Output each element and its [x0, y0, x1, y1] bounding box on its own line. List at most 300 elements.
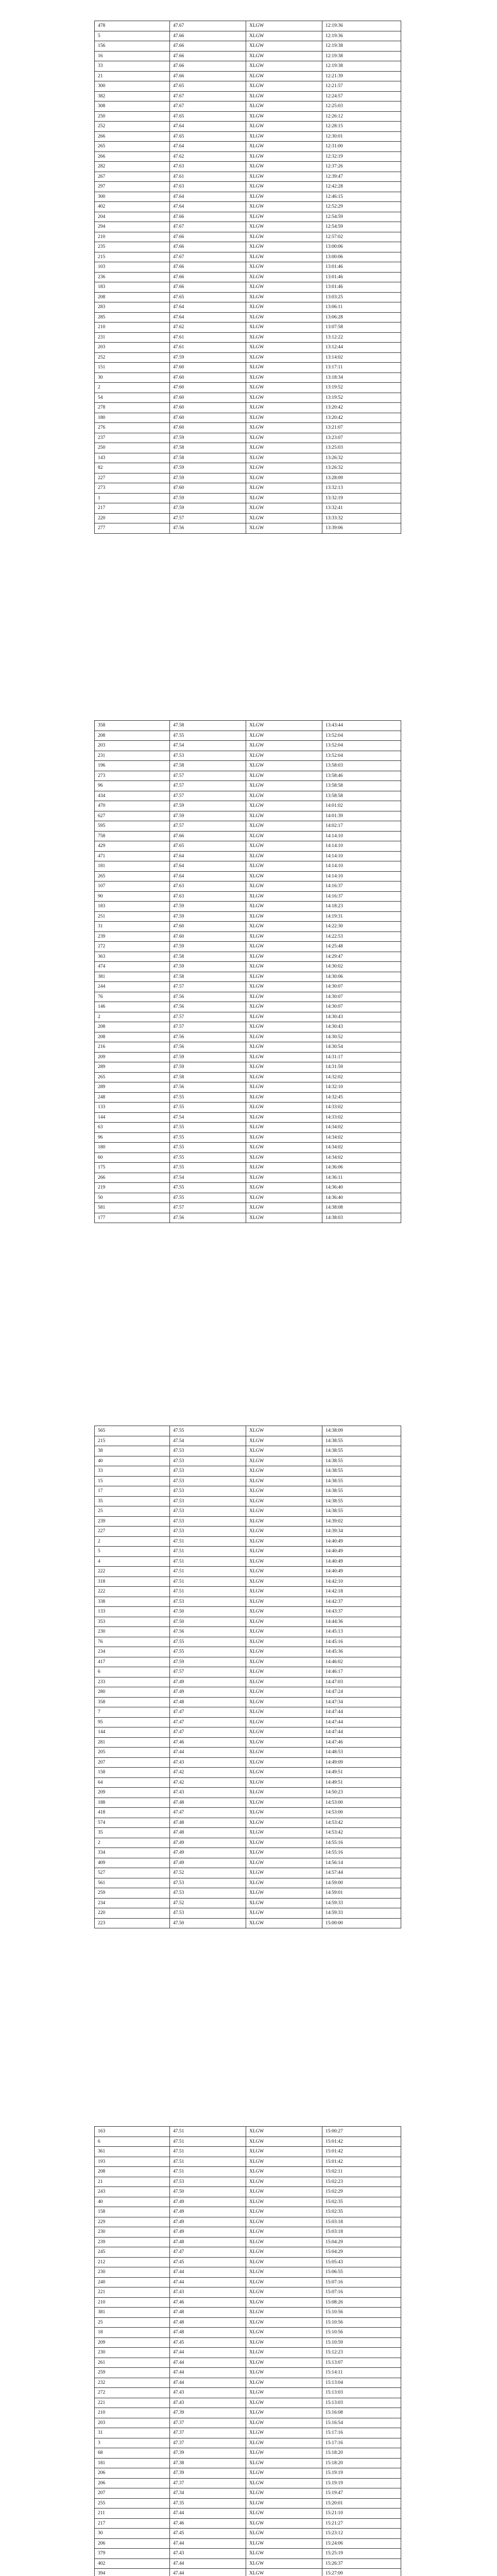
venue-cell: XLGW	[246, 1032, 322, 1042]
volume-cell: 6	[95, 2137, 170, 2147]
table-row	[95, 2408, 401, 2418]
price-cell: 47.48	[170, 1818, 246, 1828]
time-cell: 14:38:08	[322, 1203, 401, 1213]
table-row	[95, 463, 401, 473]
volume-cell: 280	[95, 1687, 170, 1698]
volume-cell: 18	[95, 2328, 170, 2338]
venue-cell: XLGW	[246, 372, 322, 383]
venue-cell: XLGW	[246, 1737, 322, 1748]
time-cell: 14:30:02	[322, 962, 401, 972]
table-row	[95, 493, 401, 503]
table-row	[95, 1717, 401, 1727]
venue-cell: XLGW	[246, 1908, 322, 1919]
table-row	[95, 1818, 401, 1828]
time-cell: 13:43:44	[322, 721, 401, 731]
volume-cell: 230	[95, 2227, 170, 2238]
table-row	[95, 1496, 401, 1506]
table-row	[95, 2157, 401, 2167]
venue-cell: XLGW	[246, 1547, 322, 1557]
volume-cell: 2	[95, 1012, 170, 1022]
volume-cell: 209	[95, 2337, 170, 2348]
venue-cell: XLGW	[246, 292, 322, 302]
venue-cell: XLGW	[246, 483, 322, 494]
volume-cell: 33	[95, 1466, 170, 1477]
volume-cell: 381	[95, 972, 170, 982]
venue-cell: XLGW	[246, 911, 322, 922]
time-cell: 13:01:46	[322, 282, 401, 293]
venue-cell: XLGW	[246, 731, 322, 741]
time-cell: 14:40:49	[322, 1547, 401, 1557]
volume-cell: 2	[95, 1838, 170, 1848]
volume-cell: 272	[95, 942, 170, 952]
table-row	[95, 2529, 401, 2539]
volume-cell: 252	[95, 122, 170, 132]
volume-cell: 210	[95, 232, 170, 242]
volume-cell: 175	[95, 1163, 170, 1173]
price-cell: 47.55	[170, 1132, 246, 1143]
volume-cell: 353	[95, 1617, 170, 1627]
table-row	[95, 1536, 401, 1547]
table-row	[95, 1567, 401, 1577]
time-cell: 15:27:00	[322, 2569, 401, 2576]
price-cell: 47.53	[170, 1597, 246, 1607]
volume-cell: 255	[95, 2498, 170, 2509]
time-cell: 15:00:27	[322, 2127, 401, 2137]
time-cell: 12:19:38	[322, 61, 401, 72]
volume-cell: 30	[95, 2529, 170, 2539]
time-cell: 13:33:32	[322, 513, 401, 523]
time-cell: 13:39:06	[322, 523, 401, 534]
time-cell: 14:33:02	[322, 1112, 401, 1123]
time-cell: 15:12:23	[322, 2348, 401, 2358]
time-cell: 14:36:11	[322, 1173, 401, 1183]
time-cell: 14:32:02	[322, 1072, 401, 1082]
venue-cell: XLGW	[246, 2337, 322, 2348]
price-cell: 47.60	[170, 931, 246, 942]
venue-cell: XLGW	[246, 423, 322, 433]
time-cell: 14:30:43	[322, 1012, 401, 1022]
time-cell: 14:47:44	[322, 1707, 401, 1718]
price-cell: 47.58	[170, 721, 246, 731]
table-row	[95, 2368, 401, 2378]
volume-cell: 227	[95, 1527, 170, 1537]
volume-cell: 417	[95, 1657, 170, 1667]
price-cell: 47.42	[170, 1768, 246, 1778]
venue-cell: XLGW	[246, 972, 322, 982]
venue-cell: XLGW	[246, 1888, 322, 1899]
venue-cell: XLGW	[246, 1607, 322, 1617]
table-row	[95, 1112, 401, 1123]
volume-cell: 402	[95, 2558, 170, 2569]
price-cell: 47.46	[170, 2518, 246, 2529]
volume-cell: 203	[95, 343, 170, 353]
volume-cell: 146	[95, 1002, 170, 1012]
venue-cell: XLGW	[246, 1426, 322, 1436]
price-cell: 47.55	[170, 1153, 246, 1163]
venue-cell: XLGW	[246, 393, 322, 403]
time-cell: 13:20:42	[322, 413, 401, 423]
time-cell: 15:16:08	[322, 2408, 401, 2418]
price-cell: 47.44	[170, 1748, 246, 1758]
venue-cell: XLGW	[246, 2157, 322, 2167]
venue-cell: XLGW	[246, 1677, 322, 1687]
volume-cell: 418	[95, 1808, 170, 1818]
venue-cell: XLGW	[246, 1082, 322, 1093]
volume-cell: 25	[95, 2317, 170, 2328]
venue-cell: XLGW	[246, 252, 322, 262]
price-cell: 47.66	[170, 262, 246, 273]
price-cell: 47.67	[170, 252, 246, 262]
price-cell: 47.51	[170, 1556, 246, 1567]
venue-cell: XLGW	[246, 841, 322, 852]
price-cell: 47.37	[170, 2438, 246, 2448]
volume-cell: 236	[95, 272, 170, 282]
table-row	[95, 71, 401, 81]
venue-cell: XLGW	[246, 1717, 322, 1727]
volume-cell: 7	[95, 1707, 170, 1718]
volume-cell: 222	[95, 1587, 170, 1597]
time-cell: 14:49:51	[322, 1777, 401, 1788]
price-cell: 47.67	[170, 91, 246, 101]
table-row	[95, 523, 401, 534]
volume-cell: 239	[95, 1516, 170, 1527]
time-cell: 13:07:58	[322, 323, 401, 333]
volume-cell: 265	[95, 871, 170, 882]
table-row	[95, 51, 401, 61]
price-cell: 47.59	[170, 503, 246, 514]
volume-cell: 409	[95, 1858, 170, 1868]
table-row	[95, 871, 401, 882]
price-cell: 47.48	[170, 2308, 246, 2318]
venue-cell: XLGW	[246, 2378, 322, 2388]
volume-cell: 237	[95, 433, 170, 443]
table-row	[95, 513, 401, 523]
table-row	[95, 31, 401, 41]
venue-cell: XLGW	[246, 182, 322, 192]
table-row	[95, 292, 401, 302]
venue-cell: XLGW	[246, 1183, 322, 1193]
time-cell: 14:30:54	[322, 1042, 401, 1053]
table-row	[95, 1193, 401, 1203]
table-row	[95, 262, 401, 273]
table-row	[95, 222, 401, 232]
time-cell: 13:00:06	[322, 242, 401, 252]
time-cell: 12:21:57	[322, 81, 401, 92]
venue-cell: XLGW	[246, 122, 322, 132]
venue-cell: XLGW	[246, 302, 322, 313]
venue-cell: XLGW	[246, 1918, 322, 1928]
table-row	[95, 81, 401, 92]
price-cell: 47.63	[170, 891, 246, 902]
venue-cell: XLGW	[246, 212, 322, 222]
price-cell: 47.63	[170, 882, 246, 892]
volume-cell: 434	[95, 791, 170, 801]
time-cell: 14:40:49	[322, 1567, 401, 1577]
table-row	[95, 483, 401, 494]
table-row	[95, 1426, 401, 1436]
venue-cell: XLGW	[246, 1132, 322, 1143]
table-row	[95, 2308, 401, 2318]
table-row	[95, 962, 401, 972]
venue-cell: XLGW	[246, 1042, 322, 1053]
table-row	[95, 503, 401, 514]
volume-cell: 245	[95, 2247, 170, 2258]
table-row	[95, 2137, 401, 2147]
table-row	[95, 1848, 401, 1858]
volume-cell: 205	[95, 1748, 170, 1758]
time-cell: 14:39:34	[322, 1527, 401, 1537]
price-cell: 47.58	[170, 453, 246, 463]
table-row	[95, 2458, 401, 2468]
price-cell: 47.53	[170, 751, 246, 761]
time-cell: 14:14:10	[322, 871, 401, 882]
table-row	[95, 1516, 401, 1527]
time-cell: 15:07:16	[322, 2277, 401, 2287]
price-cell: 47.62	[170, 323, 246, 333]
volume-cell: 565	[95, 1426, 170, 1436]
table-row	[95, 1647, 401, 1657]
price-cell: 47.44	[170, 2558, 246, 2569]
time-cell: 15:02:35	[322, 2197, 401, 2207]
price-cell: 47.67	[170, 222, 246, 232]
venue-cell: XLGW	[246, 1516, 322, 1527]
volume-cell: 234	[95, 1647, 170, 1657]
price-cell: 47.52	[170, 1868, 246, 1878]
venue-cell: XLGW	[246, 473, 322, 483]
volume-cell: 402	[95, 202, 170, 212]
venue-cell: XLGW	[246, 751, 322, 761]
price-cell: 47.64	[170, 192, 246, 202]
price-cell: 47.50	[170, 1607, 246, 1617]
volume-cell: 210	[95, 323, 170, 333]
time-cell: 15:18:20	[322, 2448, 401, 2459]
venue-cell: XLGW	[246, 1848, 322, 1858]
volume-cell: 273	[95, 483, 170, 494]
price-cell: 47.63	[170, 162, 246, 172]
time-cell: 15:13:03	[322, 2388, 401, 2398]
time-cell: 13:12:22	[322, 332, 401, 343]
table-row	[95, 2398, 401, 2408]
price-cell: 47.44	[170, 2569, 246, 2576]
venue-cell: XLGW	[246, 262, 322, 273]
table-row	[95, 2518, 401, 2529]
table-row	[95, 282, 401, 293]
price-cell: 47.61	[170, 343, 246, 353]
venue-cell: XLGW	[246, 272, 322, 282]
time-cell: 15:10:56	[322, 2308, 401, 2318]
venue-cell: XLGW	[246, 101, 322, 112]
volume-cell: 76	[95, 1637, 170, 1647]
volume-cell: 203	[95, 2418, 170, 2428]
venue-cell: XLGW	[246, 2287, 322, 2298]
time-cell: 14:29:47	[322, 952, 401, 962]
time-cell: 12:25:03	[322, 101, 401, 112]
table-row	[95, 791, 401, 801]
price-cell: 47.63	[170, 182, 246, 192]
table-row	[95, 1577, 401, 1587]
volume-cell: 251	[95, 911, 170, 922]
volume-cell: 266	[95, 151, 170, 162]
time-cell: 14:56:14	[322, 1858, 401, 1868]
venue-cell: XLGW	[246, 1788, 322, 1798]
table-row	[95, 1918, 401, 1928]
venue-cell: XLGW	[246, 781, 322, 791]
volume-cell: 474	[95, 962, 170, 972]
table-row	[95, 1123, 401, 1133]
table-row	[95, 1092, 401, 1103]
price-cell: 47.54	[170, 741, 246, 751]
time-cell: 15:02:23	[322, 2177, 401, 2187]
venue-cell: XLGW	[246, 503, 322, 514]
price-cell: 47.66	[170, 61, 246, 72]
price-cell: 47.53	[170, 1486, 246, 1497]
venue-cell: XLGW	[246, 1002, 322, 1012]
volume-cell: 289	[95, 1062, 170, 1073]
venue-cell: XLGW	[246, 413, 322, 423]
time-cell: 13:32:41	[322, 503, 401, 514]
venue-cell: XLGW	[246, 2478, 322, 2488]
volume-cell: 208	[95, 731, 170, 741]
price-cell: 47.59	[170, 433, 246, 443]
price-cell: 47.57	[170, 1667, 246, 1677]
volume-cell: 334	[95, 1848, 170, 1858]
table-row	[95, 2247, 401, 2258]
price-cell: 47.44	[170, 2267, 246, 2278]
time-cell: 15:19:19	[322, 2468, 401, 2479]
table-row	[95, 751, 401, 761]
table-row	[95, 1788, 401, 1798]
volume-cell: 210	[95, 2408, 170, 2418]
venue-cell: XLGW	[246, 453, 322, 463]
volume-cell: 82	[95, 463, 170, 473]
price-cell: 47.59	[170, 493, 246, 503]
price-cell: 47.64	[170, 302, 246, 313]
table-row	[95, 2227, 401, 2238]
volume-cell: 31	[95, 922, 170, 932]
volume-cell: 30	[95, 372, 170, 383]
venue-cell: XLGW	[246, 383, 322, 393]
time-cell: 14:46:02	[322, 1657, 401, 1667]
table-row	[95, 2237, 401, 2247]
price-cell: 47.64	[170, 142, 246, 152]
price-cell: 47.57	[170, 513, 246, 523]
table-row	[95, 182, 401, 192]
table-row	[95, 343, 401, 353]
venue-cell: XLGW	[246, 1456, 322, 1466]
venue-cell: XLGW	[246, 1527, 322, 1537]
price-cell: 47.53	[170, 1496, 246, 1506]
price-cell: 47.57	[170, 982, 246, 992]
price-cell: 47.49	[170, 2207, 246, 2217]
table-row	[95, 992, 401, 1002]
price-cell: 47.52	[170, 1898, 246, 1908]
price-cell: 47.60	[170, 483, 246, 494]
volume-cell: 17	[95, 1486, 170, 1497]
venue-cell: XLGW	[246, 2408, 322, 2418]
price-cell: 47.55	[170, 731, 246, 741]
price-cell: 47.44	[170, 2348, 246, 2358]
venue-cell: XLGW	[246, 992, 322, 1002]
price-cell: 47.58	[170, 972, 246, 982]
table-row	[95, 433, 401, 443]
volume-cell: 222	[95, 1567, 170, 1577]
table-row	[95, 1556, 401, 1567]
venue-cell: XLGW	[246, 962, 322, 972]
volume-cell: 158	[95, 2207, 170, 2217]
volume-cell: 209	[95, 1788, 170, 1798]
time-cell: 14:34:02	[322, 1153, 401, 1163]
volume-cell: 206	[95, 2538, 170, 2549]
price-cell: 47.50	[170, 1617, 246, 1627]
venue-cell: XLGW	[246, 1808, 322, 1818]
time-cell: 14:40:49	[322, 1556, 401, 1567]
volume-cell: 595	[95, 821, 170, 832]
table-row	[95, 811, 401, 821]
table-row	[95, 2207, 401, 2217]
venue-cell: XLGW	[246, 861, 322, 872]
volume-cell: 308	[95, 101, 170, 112]
time-cell: 15:20:01	[322, 2498, 401, 2509]
time-cell: 14:42:10	[322, 1577, 401, 1587]
table-row	[95, 1828, 401, 1838]
price-cell: 47.61	[170, 172, 246, 182]
price-cell: 47.55	[170, 1092, 246, 1103]
time-cell: 15:17:16	[322, 2438, 401, 2448]
volume-cell: 300	[95, 192, 170, 202]
table-row	[95, 741, 401, 751]
venue-cell: XLGW	[246, 771, 322, 781]
volume-cell: 581	[95, 1203, 170, 1213]
volume-cell: 21	[95, 71, 170, 81]
table-row	[95, 2418, 401, 2428]
time-cell: 12:30:01	[322, 131, 401, 142]
volume-cell: 231	[95, 332, 170, 343]
time-cell: 14:45:36	[322, 1647, 401, 1657]
price-cell: 47.57	[170, 1012, 246, 1022]
venue-cell: XLGW	[246, 2127, 322, 2137]
price-cell: 47.47	[170, 2247, 246, 2258]
volume-cell: 210	[95, 2297, 170, 2308]
time-cell: 14:55:16	[322, 1838, 401, 1848]
venue-cell: XLGW	[246, 1798, 322, 1808]
price-cell: 47.55	[170, 1193, 246, 1203]
venue-cell: XLGW	[246, 1868, 322, 1878]
time-cell: 14:53:00	[322, 1808, 401, 1818]
time-cell: 14:14:10	[322, 851, 401, 861]
volume-cell: 363	[95, 952, 170, 962]
table-row	[95, 272, 401, 282]
price-cell: 47.57	[170, 791, 246, 801]
time-cell: 14:01:39	[322, 811, 401, 821]
time-cell: 14:47:03	[322, 1677, 401, 1687]
time-cell: 12:54:59	[322, 222, 401, 232]
time-cell: 15:13:07	[322, 2358, 401, 2368]
price-cell: 47.43	[170, 1788, 246, 1798]
price-cell: 47.57	[170, 771, 246, 781]
table-row	[95, 1527, 401, 1537]
price-cell: 47.64	[170, 871, 246, 882]
table-row	[95, 1052, 401, 1062]
price-cell: 47.59	[170, 942, 246, 952]
volume-cell: 231	[95, 751, 170, 761]
table-row	[95, 2127, 401, 2137]
price-cell: 47.64	[170, 312, 246, 323]
time-cell: 14:34:02	[322, 1132, 401, 1143]
price-cell: 47.49	[170, 1677, 246, 1687]
price-cell: 47.57	[170, 1203, 246, 1213]
table-row	[95, 1838, 401, 1848]
volume-cell: 181	[95, 861, 170, 872]
